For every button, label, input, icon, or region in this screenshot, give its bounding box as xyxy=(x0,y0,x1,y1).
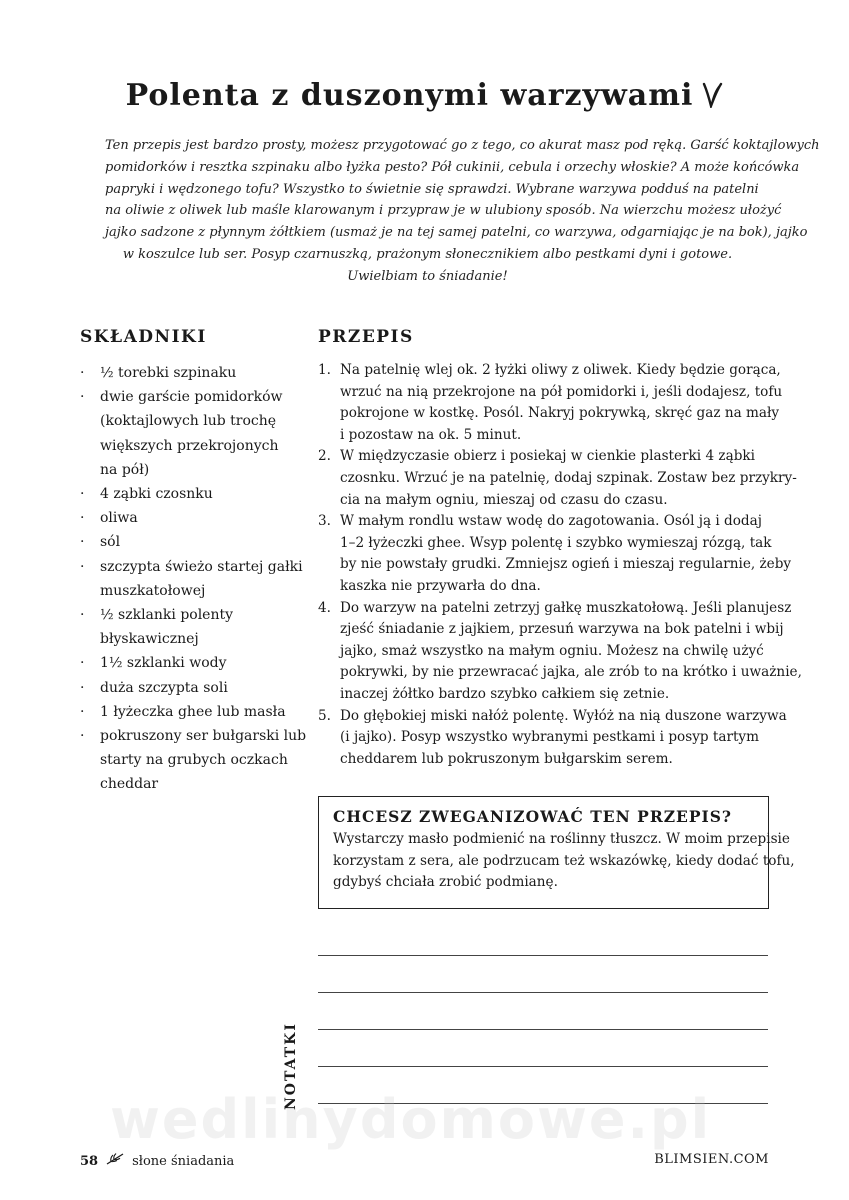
recipe-steps-list xyxy=(318,360,802,770)
step-text-line: czosnku. Wrzuć je na patelnię, dodaj szpinak. Zostaw bez przykry- xyxy=(340,469,797,486)
veganize-tip-title: CHCESZ ZWEGANIZOWAĆ TEN PRZEPIS? xyxy=(333,807,733,826)
bullet: · xyxy=(80,679,85,696)
ingredient-line: 1½ szklanki wody xyxy=(100,655,227,672)
ingredients-heading: SKŁADNIKI xyxy=(80,327,207,347)
step-text-line: jajko, smaż wszystko na małym ogniu. Możesz na chwilę użyć xyxy=(340,642,764,659)
watermark: wedlinydomowe.pl xyxy=(110,1088,712,1151)
intro-line: pomidorków i resztka szpinaku albo łyżka pesto? Pół cukinii, cebula i orzechy włoskie? A może końcówka xyxy=(105,159,800,175)
intro-line: w koszulce lub ser. Posyp czarnuszką, prażonym słonecznikiem albo pestkami dyni i gotowe. xyxy=(122,246,733,262)
vegan-leaf-icon xyxy=(701,81,723,116)
ingredient-item xyxy=(80,700,300,724)
step-text-line: Do głębokiej miski nałóż polentę. Wyłóż na nią duszone warzywa xyxy=(340,707,787,724)
step-text-line: zjeść śniadanie z jajkiem, przesuń warzywa na bok patelni i wbij xyxy=(340,621,784,638)
recipe-step xyxy=(318,511,792,597)
page-title xyxy=(0,78,849,116)
step-number: 5. xyxy=(318,707,331,724)
veganize-tip-line: Wystarczy masło podmienić na roślinny tłuszcz. W moim przepisie xyxy=(333,831,790,847)
ingredient-line: 1 łyżeczka ghee lub masła xyxy=(100,703,286,720)
step-text-line: (i jajko). Posyp wszystko wybranymi pestkami i posyp tartym xyxy=(340,729,759,746)
step-number: 4. xyxy=(318,599,331,616)
step-text-line: i pozostaw na ok. 5 minut. xyxy=(340,426,522,443)
recipe-step xyxy=(318,598,802,706)
bullet: · xyxy=(80,510,85,527)
section-name: słone śniadania xyxy=(132,1153,235,1169)
bullet: · xyxy=(80,728,85,745)
ingredient-line: muszkatołowej xyxy=(100,582,206,599)
step-text-line: Na patelnię wlej ok. 2 łyżki oliwy z oliwek. Kiedy będzie gorąca, xyxy=(340,362,781,378)
notes-label: NOTATKI xyxy=(283,1022,299,1110)
bullet: · xyxy=(80,365,85,381)
ingredient-item xyxy=(80,603,300,651)
ingredient-line: ½ torebki szpinaku xyxy=(100,365,237,381)
note-line xyxy=(318,992,768,993)
ingredient-line: błyskawicznej xyxy=(100,631,199,648)
ingredient-item xyxy=(80,482,300,506)
step-text-line: kaszka nie przywarła do dna. xyxy=(340,577,541,594)
website-url: BLIMSIEN.COM xyxy=(654,1152,769,1167)
veganize-tip-line: korzystam z sera, ale podrzucam też wskazówkę, kiedy dodać tofu, xyxy=(333,852,795,869)
note-line xyxy=(318,955,768,956)
ingredient-line: większych przekrojonych xyxy=(100,437,279,454)
footer-left xyxy=(80,1152,234,1170)
ingredient-line: cheddar xyxy=(100,776,159,793)
ingredient-line: oliwa xyxy=(100,510,138,527)
note-line xyxy=(318,1029,768,1030)
ingredients-list xyxy=(80,361,307,797)
bullet: · xyxy=(80,486,85,503)
wheat-sprig-icon xyxy=(106,1152,124,1170)
step-number: 3. xyxy=(318,513,331,530)
step-text-line: by nie powstały grudki. Zmniejsz ogień i mieszaj regularnie, żeby xyxy=(340,556,792,573)
step-text-line: wrzuć na nią przekrojone na pół pomidorki i, jeśli dodajesz, tofu xyxy=(340,383,783,400)
ingredient-line: dwie garście pomidorków xyxy=(100,389,283,406)
intro-line: papryki i wędzonego tofu? Wszystko to świetnie się sprawdzi. Wybrane warzywa podduś na patelni xyxy=(105,181,759,197)
ingredient-item xyxy=(80,555,303,603)
ingredient-line: (koktajlowych lub trochę xyxy=(100,413,277,430)
ingredient-line: starty na grubych oczkach xyxy=(100,752,288,769)
bullet: · xyxy=(80,703,85,720)
step-text-line: 1–2 łyżeczki ghee. Wsyp polentę i szybko wymieszaj rózgą, tak xyxy=(340,534,772,551)
intro-line: jajko sadzone z płynnym żółtkiem (usmaż je na tej samej patelni, co warzywa, odgarniając je na bok), jajko xyxy=(105,225,808,241)
bullet: · xyxy=(80,607,85,624)
veganize-tip-box xyxy=(318,796,795,909)
recipe-title: Polenta z duszonymi warzywami xyxy=(125,78,694,113)
ingredient-line: ½ szklanki polenty xyxy=(100,607,234,624)
ingredient-item xyxy=(80,506,300,530)
ingredient-item xyxy=(80,724,307,797)
step-text-line: W małym rondlu wstaw wodę do zagotowania. Osól ją i dodaj xyxy=(340,513,762,530)
intro-line: Uwielbiam to śniadanie! xyxy=(347,268,508,284)
ingredient-item xyxy=(80,676,300,700)
step-text-line: pokrywki, by nie przewracać jajka, ale zrób to na krótko i uważnie, xyxy=(340,664,802,681)
ingredient-line: sól xyxy=(100,534,121,551)
step-number: 2. xyxy=(318,448,331,465)
ingredient-line: na pół) xyxy=(100,461,150,478)
recipe-heading: PRZEPIS xyxy=(318,327,414,347)
page-number: 58 xyxy=(80,1153,99,1169)
ingredient-item xyxy=(80,361,300,385)
recipe-step xyxy=(318,706,787,771)
ingredient-item xyxy=(80,385,300,482)
step-text-line: cheddarem lub pokruszonym bułgarskim serem. xyxy=(340,750,673,767)
step-text-line: W międzyczasie obierz i posiekaj w cienkie plasterki 4 ząbki xyxy=(340,448,755,465)
ingredient-item xyxy=(80,651,300,675)
ingredient-line: szczypta świeżo startej gałki xyxy=(100,558,303,575)
recipe-step xyxy=(318,446,797,511)
ingredient-line: pokruszony ser bułgarski lub xyxy=(100,728,307,745)
step-text-line: pokrojone w kostkę. Posól. Nakryj pokrywką, skręć gaz na mały xyxy=(340,405,780,422)
bullet: · xyxy=(80,534,85,551)
ingredient-line: 4 ząbki czosnku xyxy=(100,486,213,503)
step-text-line: Do warzyw na patelni zetrzyj gałkę muszkatołową. Jeśli planujesz xyxy=(340,599,792,616)
bullet: · xyxy=(80,655,85,672)
ingredient-line: duża szczypta soli xyxy=(100,679,228,696)
intro-line: na oliwie z oliwek lub maśle klarowanym i przypraw je w ulubiony sposób. Na wierzchu możesz ułożyć xyxy=(105,203,782,219)
note-line xyxy=(318,1066,768,1067)
veganize-tip-text xyxy=(333,829,795,894)
veganize-tip-line: gdybyś chciała zrobić podmianę. xyxy=(333,874,558,891)
intro-line: Ten przepis jest bardzo prosty, możesz przygotować go z tego, co akurat masz pod ręką. Garść koktajlowych xyxy=(105,138,820,153)
bullet: · xyxy=(80,389,85,406)
ingredient-item xyxy=(80,530,300,554)
bullet: · xyxy=(80,558,85,575)
recipe-step xyxy=(318,360,783,446)
step-number: 1. xyxy=(318,362,331,378)
step-text-line: cia na małym ogniu, mieszaj od czasu do czasu. xyxy=(340,491,668,508)
step-text-line: inaczej żółtko bardzo szybko całkiem się zetnie. xyxy=(340,685,670,702)
intro-paragraph xyxy=(105,135,820,288)
